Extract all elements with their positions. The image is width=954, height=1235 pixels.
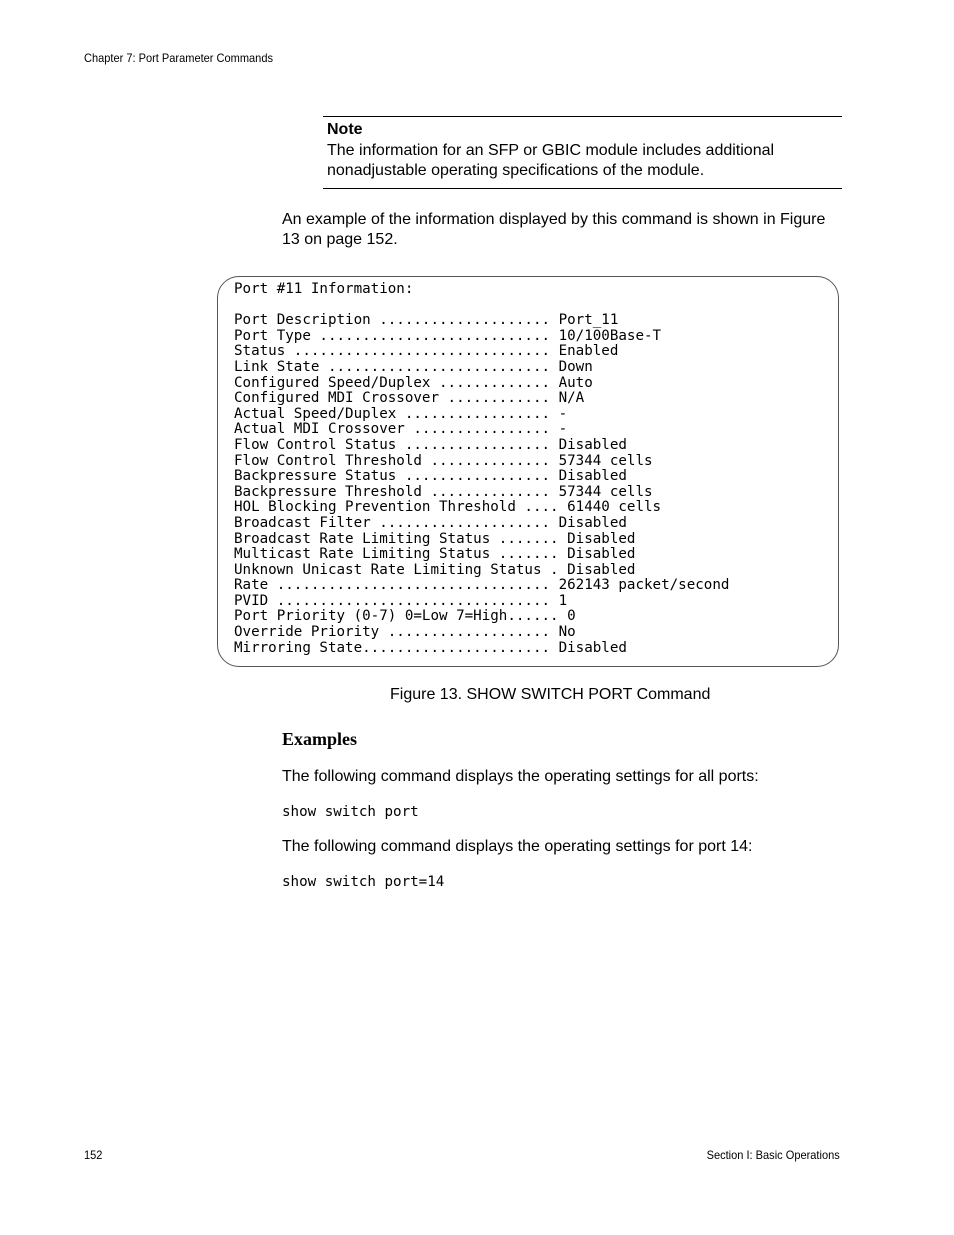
output-line: Actual Speed/Duplex ................. - [234, 405, 568, 422]
output-line: Mirroring State...................... Disabled [234, 639, 627, 656]
example-command-2: show switch port=14 [282, 874, 445, 890]
output-line: Broadcast Rate Limiting Status ....... Disabled [234, 530, 636, 547]
output-line: Override Priority ................... No [234, 624, 576, 641]
output-line: Configured Speed/Duplex ............. Auto [234, 374, 593, 391]
output-line: Link State .......................... Down [234, 358, 593, 375]
output-line [234, 298, 729, 314]
output-line: HOL Blocking Prevention Threshold .... 61440 cells [234, 499, 662, 516]
output-line: Backpressure Status ................. Disabled [234, 468, 627, 485]
output-line: Port Description .................... Port_11 [234, 312, 619, 329]
note-title: Note [327, 121, 363, 138]
intro-paragraph: An example of the information displayed by this command is shown in Figure 13 on page 152. [282, 211, 826, 248]
output-line: Multicast Rate Limiting Status ....... Disabled [234, 546, 636, 563]
running-footer: Section I: Basic Operations [706, 1148, 840, 1162]
output-line: Broadcast Filter .................... Disabled [234, 514, 627, 531]
output-line: Rate ................................ 262143 packet/second [234, 577, 730, 594]
output-line: Flow Control Threshold .............. 57344 cells [234, 452, 653, 469]
output-line: Actual MDI Crossover ................ - [234, 421, 568, 438]
command-output [234, 282, 729, 656]
output-line: Port Priority (0-7) 0=Low 7=High...... 0 [234, 608, 576, 625]
output-line: Port Type ........................... 10/100Base-T [234, 327, 662, 344]
output-line: PVID ................................ 1 [234, 592, 568, 609]
running-header: Chapter 7: Port Parameter Commands [84, 51, 273, 65]
output-line: Port #11 Information: [234, 281, 414, 297]
examples-heading: Examples [282, 729, 358, 749]
example-description-2: The following command displays the operating settings for port 14: [282, 838, 753, 855]
page-number: 152 [84, 1148, 103, 1162]
output-line: Unknown Unicast Rate Limiting Status . Disabled [234, 561, 636, 578]
output-line: Status .............................. Enabled [234, 343, 619, 360]
output-line: Configured MDI Crossover ............ N/A [234, 390, 585, 407]
note-box [323, 116, 842, 189]
output-line: Backpressure Threshold .............. 57344 cells [234, 483, 653, 500]
output-line: Flow Control Status ................. Disabled [234, 436, 627, 453]
example-command-1: show switch port [282, 804, 419, 820]
note-body: The information for an SFP or GBIC module includes additional nonadjustable operating specifications of the module. [327, 142, 775, 179]
example-description-1: The following command displays the operating settings for all ports: [282, 768, 759, 785]
figure-caption: Figure 13. SHOW SWITCH PORT Command [390, 686, 711, 703]
